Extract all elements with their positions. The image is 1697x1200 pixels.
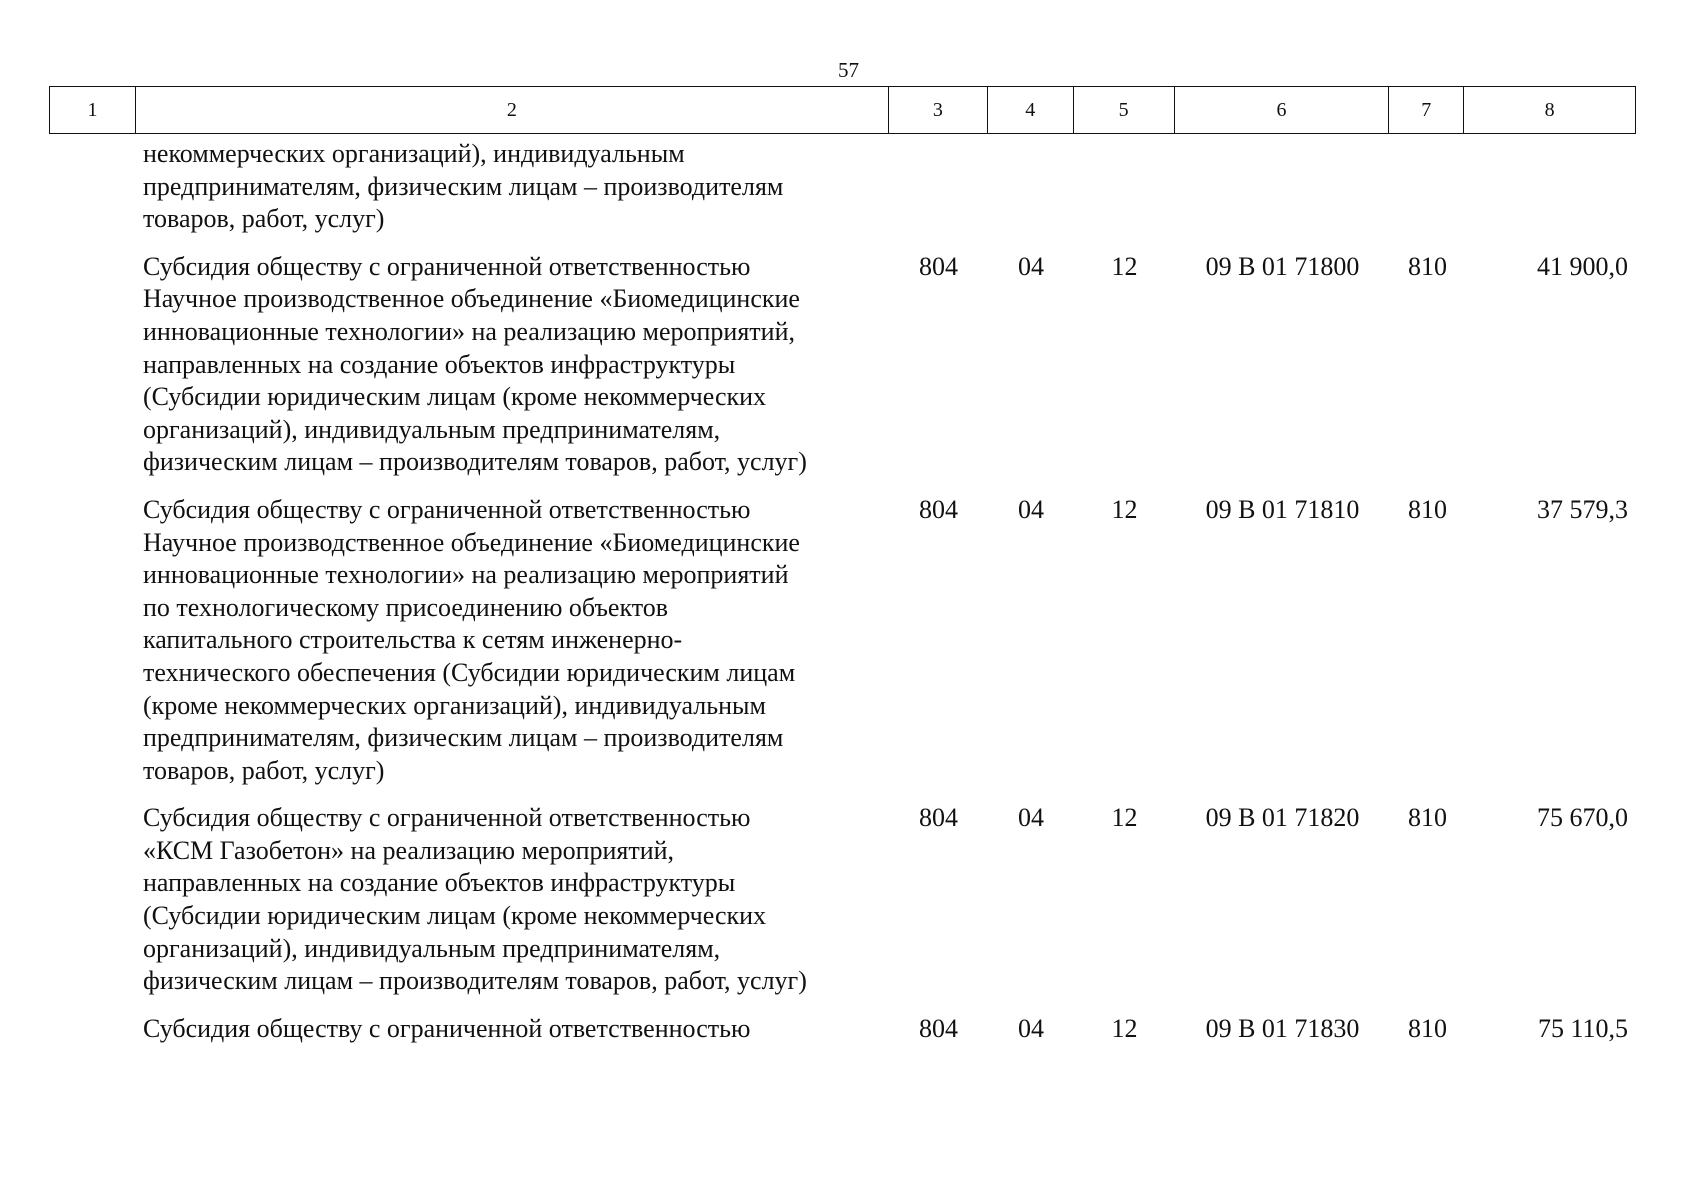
row-amount: 37 579,3 — [1537, 494, 1628, 524]
row-ministry-code: 804 — [919, 494, 958, 524]
row-description: Субсидия обществу с ограниченной ответственностью «КСМ Газобетон» на реализацию мероприятий, направленных на создание объектов инфраструктуры (Субсидии юридическим лицам (кроме некоммерческих организаций), индивидуальным предпринимателям, физическим лицам – производителям товаров, работ, услуг) — [143, 803, 807, 996]
row-subsection: 12 — [1111, 1013, 1138, 1043]
row-amount: 75 110,5 — [1537, 1013, 1628, 1043]
table-row — [49, 1013, 1636, 1046]
column-header-4: 4 — [988, 87, 1074, 133]
row-section: 04 — [1018, 494, 1044, 524]
row-description: Субсидия обществу с ограниченной ответственностью Научное производственное объединение «Биомедицинские инновационные технологии» на реализацию мероприятий по технологическому присоединению объектов капитального строительства к сетям инженерно- технического обеспечения (Субсидии юридическим лицам (кроме некоммерческих организаций), индивидуальным предпринимателям, физическим лицам – производителям товаров, работ, услуг) — [143, 494, 800, 785]
row-description: Субсидия обществу с ограниченной ответственностью — [143, 1013, 751, 1043]
row-subsection: 12 — [1111, 803, 1138, 833]
column-header-6: 6 — [1175, 87, 1390, 133]
table-row — [49, 138, 1636, 236]
row-expense-type: 810 — [1408, 494, 1447, 524]
row-target-article: 09 В 01 71830 — [1205, 1013, 1360, 1043]
column-header-1: 1 — [50, 87, 136, 133]
page-number: 57 — [838, 58, 859, 82]
row-amount: 75 670,0 — [1537, 803, 1628, 833]
row-section: 04 — [1018, 251, 1044, 281]
row-expense-type: 810 — [1408, 251, 1447, 281]
row-description: некоммерческих организаций), индивидуальным предпринимателям, физическим лицам – производителям товаров, работ, услуг) — [143, 139, 784, 234]
row-section: 04 — [1018, 1013, 1044, 1043]
row-target-article: 09 В 01 71810 — [1205, 494, 1360, 524]
column-header-2: 2 — [136, 87, 889, 133]
table-row — [49, 251, 1636, 479]
row-section: 04 — [1018, 803, 1044, 833]
row-subsection: 12 — [1111, 494, 1138, 524]
column-header-8: 8 — [1544, 98, 1555, 121]
row-target-article: 09 В 01 71800 — [1205, 251, 1360, 281]
row-description: Субсидия обществу с ограниченной ответственностью Научное производственное объединение «Биомедицинские инновационные технологии» на реализацию мероприятий, направленных на создание объектов инфраструктуры (Субсидии юридическим лицам (кроме некоммерческих организаций), индивидуальным предпринимателям, физическим лицам – производителям товаров, работ, услуг) — [143, 251, 807, 477]
row-expense-type: 810 — [1408, 803, 1447, 833]
row-ministry-code: 804 — [919, 251, 958, 281]
row-amount: 41 900,0 — [1537, 251, 1628, 281]
row-target-article: 09 В 01 71820 — [1205, 803, 1360, 833]
column-header-5: 5 — [1074, 87, 1175, 133]
table-row — [49, 494, 1636, 787]
column-header-7: 7 — [1389, 87, 1464, 133]
row-expense-type: 810 — [1408, 1013, 1447, 1043]
table-row — [49, 802, 1636, 998]
table-header-row — [49, 86, 1636, 134]
row-ministry-code: 804 — [919, 803, 958, 833]
table-body — [49, 138, 1636, 1045]
row-subsection: 12 — [1111, 251, 1138, 281]
column-header-3: 3 — [889, 87, 988, 133]
row-ministry-code: 804 — [919, 1013, 958, 1043]
